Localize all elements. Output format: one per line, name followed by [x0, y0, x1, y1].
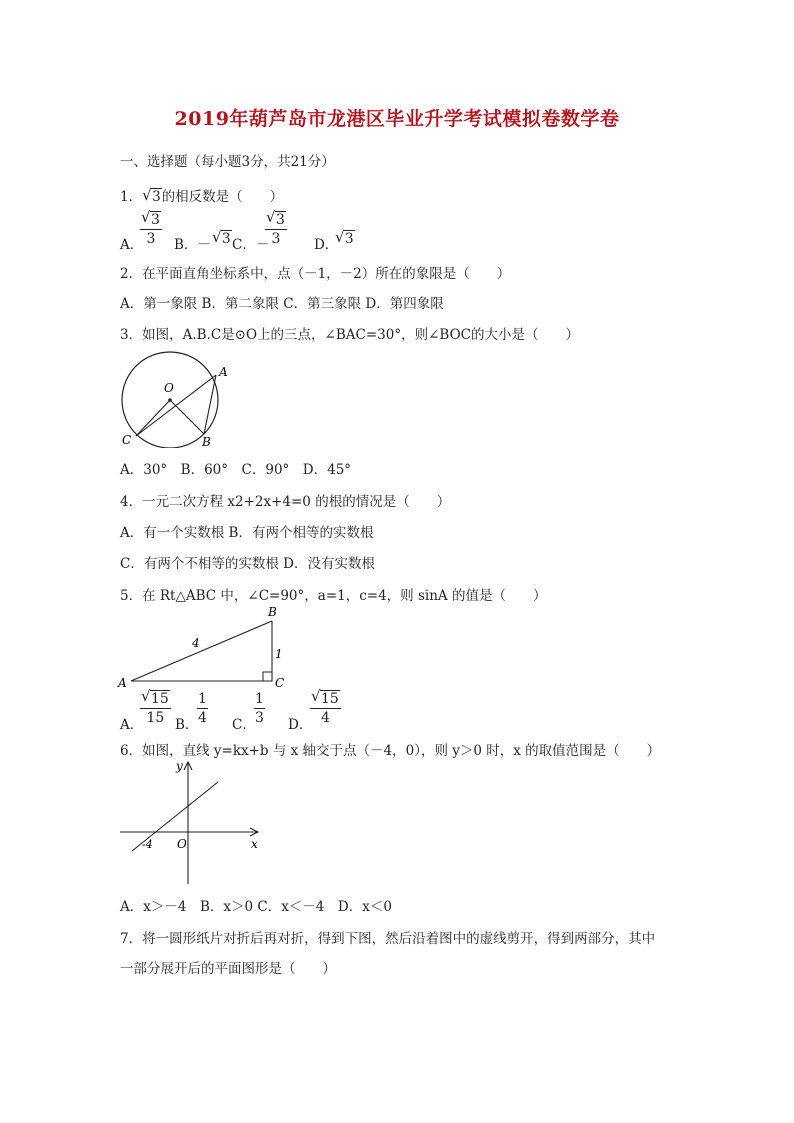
question-2-options: A．第一象限 B．第二象限 C．第三象限 D．第四象限 [120, 296, 444, 312]
label-side-1: 1 [275, 647, 283, 661]
q5-option-d-fraction: √ 15 4 [311, 687, 339, 726]
label-origin: O [177, 837, 187, 851]
question-4-options-2: C．有两个不相等的实数根 D．没有实数根 [120, 556, 375, 572]
q5-option-b-label: B． [175, 717, 199, 733]
q1-option-c-fraction: √ 3 3 [266, 208, 285, 247]
line-graph-figure [112, 756, 272, 888]
label-a: A [118, 676, 127, 690]
question-4-options-1: A．有一个实数根 B．有两个相等的实数根 [120, 525, 374, 541]
section-heading: 一、选择题（每小题3分，共21分） [120, 154, 335, 170]
label-y: y [176, 759, 183, 773]
segment-ca [136, 375, 216, 436]
q1-option-c-label: C．－ [232, 237, 270, 253]
question-4-stem: 4．一元二次方程 x2+2x+4=0 的根的情况是（ ） [120, 494, 451, 510]
question-7-stem-line-2: 一部分展开后的平面图形是（ ） [120, 961, 336, 977]
label-side-4: 4 [192, 636, 200, 650]
segment-oc [136, 400, 170, 436]
q1-option-a-fraction: √ 3 3 [141, 208, 160, 247]
q1-stem-text: 的相反数是（ ） [161, 189, 284, 205]
radical-sign-icon: √ [142, 186, 152, 204]
sqrt-3-radical: √ 3 [142, 186, 161, 205]
label-c: C [122, 433, 132, 447]
question-3-options: A．30° B．60° C．90° D．45° [120, 462, 352, 478]
q5-option-a-fraction: √ 15 15 [141, 687, 169, 726]
hypotenuse-ab [131, 621, 272, 681]
q5-option-c-label: C． [232, 717, 256, 733]
page-title: 2019年葫芦岛市龙港区毕业升学考试模拟卷数学卷 [174, 108, 620, 130]
label-b: B [268, 605, 277, 619]
q1-option-b-label: B．－ [174, 237, 211, 253]
segment-ob [170, 400, 204, 434]
question-5-stem: 5．在 Rt△ABC 中，∠C=90°，a=1，c=4，则 sinA 的值是（ ） [120, 588, 547, 604]
segment-ab [204, 375, 216, 434]
q5-option-c-fraction: $\frac{1}{3}$ [255, 691, 264, 726]
q1-option-d-label: D． [314, 237, 339, 253]
circle-figure [112, 348, 242, 448]
center-point [168, 398, 172, 402]
q5-option-a-label: A． [120, 717, 144, 733]
q1-option-d-radical: √ 3 [335, 228, 354, 247]
right-angle-mark-icon [263, 672, 272, 681]
q1-option-a-label: A． [120, 237, 144, 253]
q1-option-b-radical: √ 3 [212, 228, 231, 247]
label-o: O [164, 381, 174, 395]
question-3-stem: 3．如图，A.B.C是⊙O上的三点，∠BAC=30°，则∠BOC的大小是（ ） [120, 327, 579, 343]
question-6-stem: 6．如图，直线 y=kx+b 与 x 轴交于点（－4，0），则 y＞0 时，x 的取值范围是（ ） [120, 743, 661, 759]
label-c: C [275, 676, 285, 690]
q5-option-d-label: D． [288, 717, 313, 733]
question-2-stem: 2．在平面直角坐标系中，点（－1，－2）所在的象限是（ ） [120, 266, 511, 282]
label-minus-4: -4 [142, 838, 153, 851]
label-b: B [202, 435, 211, 448]
label-a: A [219, 365, 228, 379]
triangle-figure [115, 603, 295, 691]
question-6-options: A．x＞－4 B．x＞0 C．x＜－4 D．x＜0 [120, 899, 392, 915]
q1-number: 1． [120, 189, 143, 205]
question-1-stem [120, 185, 283, 205]
label-x: x [251, 837, 258, 851]
question-7-stem-line-1: 7．将一圆形纸片对折后再对折，得到下图，然后沿着图中的虚线剪开，得到两部分，其中 [120, 931, 656, 947]
q5-option-b-fraction: $\frac{1}{4}$ [198, 691, 207, 726]
